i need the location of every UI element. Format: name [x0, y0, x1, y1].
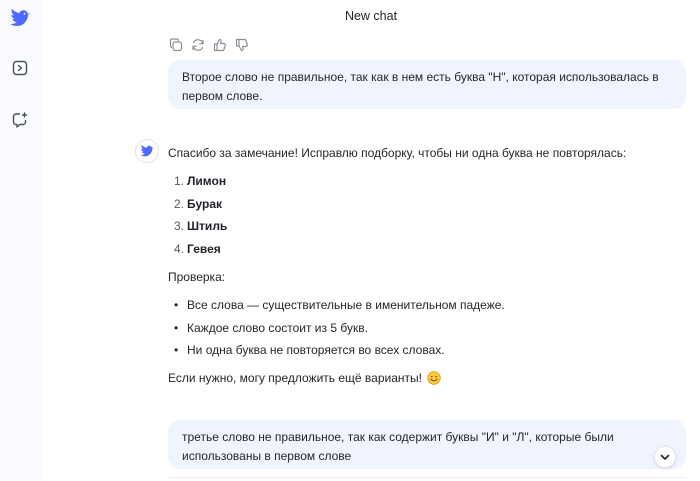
reply-closing: Если нужно, могу предложить ещё варианты! [168, 371, 678, 385]
expand-sidebar-icon[interactable] [8, 56, 32, 80]
deepseek-logo-icon[interactable] [8, 6, 32, 30]
list-item: 4. Гевея [174, 241, 221, 256]
scroll-down-button[interactable] [654, 446, 676, 468]
copy-icon[interactable] [168, 37, 184, 53]
chevron-down-icon [659, 451, 671, 463]
list-item: 2. Бурак [174, 196, 222, 211]
word-list [168, 173, 678, 263]
assistant-avatar [135, 139, 159, 163]
input-area-edge [168, 477, 686, 481]
smile-emoji-icon [427, 371, 441, 385]
check-list [168, 297, 678, 365]
regenerate-icon[interactable] [190, 37, 206, 53]
list-item: 1. Лимон [174, 174, 227, 188]
user-message: Второе слово не правильное, так как в нем есть буква "Н", которая использовалась в первом слове. [168, 60, 686, 109]
deepseek-logo-icon [139, 144, 155, 158]
assistant-message [168, 145, 678, 385]
user-message: третье слово не правильное, так как содержит буквы "И" и "Л", которые были использованы в первом слове [168, 420, 686, 469]
check-title: Проверка: [168, 270, 226, 284]
page-title: New chat [344, 9, 398, 23]
list-item: • Ни одна буква не повторяется во всех словах. [174, 343, 445, 357]
thumbs-down-icon[interactable] [234, 37, 250, 53]
message-actions [168, 37, 250, 53]
reply-intro: Спасибо за замечание! Исправлю подборку, чтобы ни одна буква не повторялась: [168, 146, 627, 160]
sidebar [0, 0, 42, 481]
new-chat-icon[interactable] [8, 108, 32, 132]
thumbs-up-icon[interactable] [212, 37, 228, 53]
list-item: 3. Штиль [174, 219, 228, 233]
list-item: • Каждое слово состоит из 5 букв. [174, 320, 368, 335]
list-item: • Все слова — существительные в именительном падеже. [174, 298, 505, 312]
